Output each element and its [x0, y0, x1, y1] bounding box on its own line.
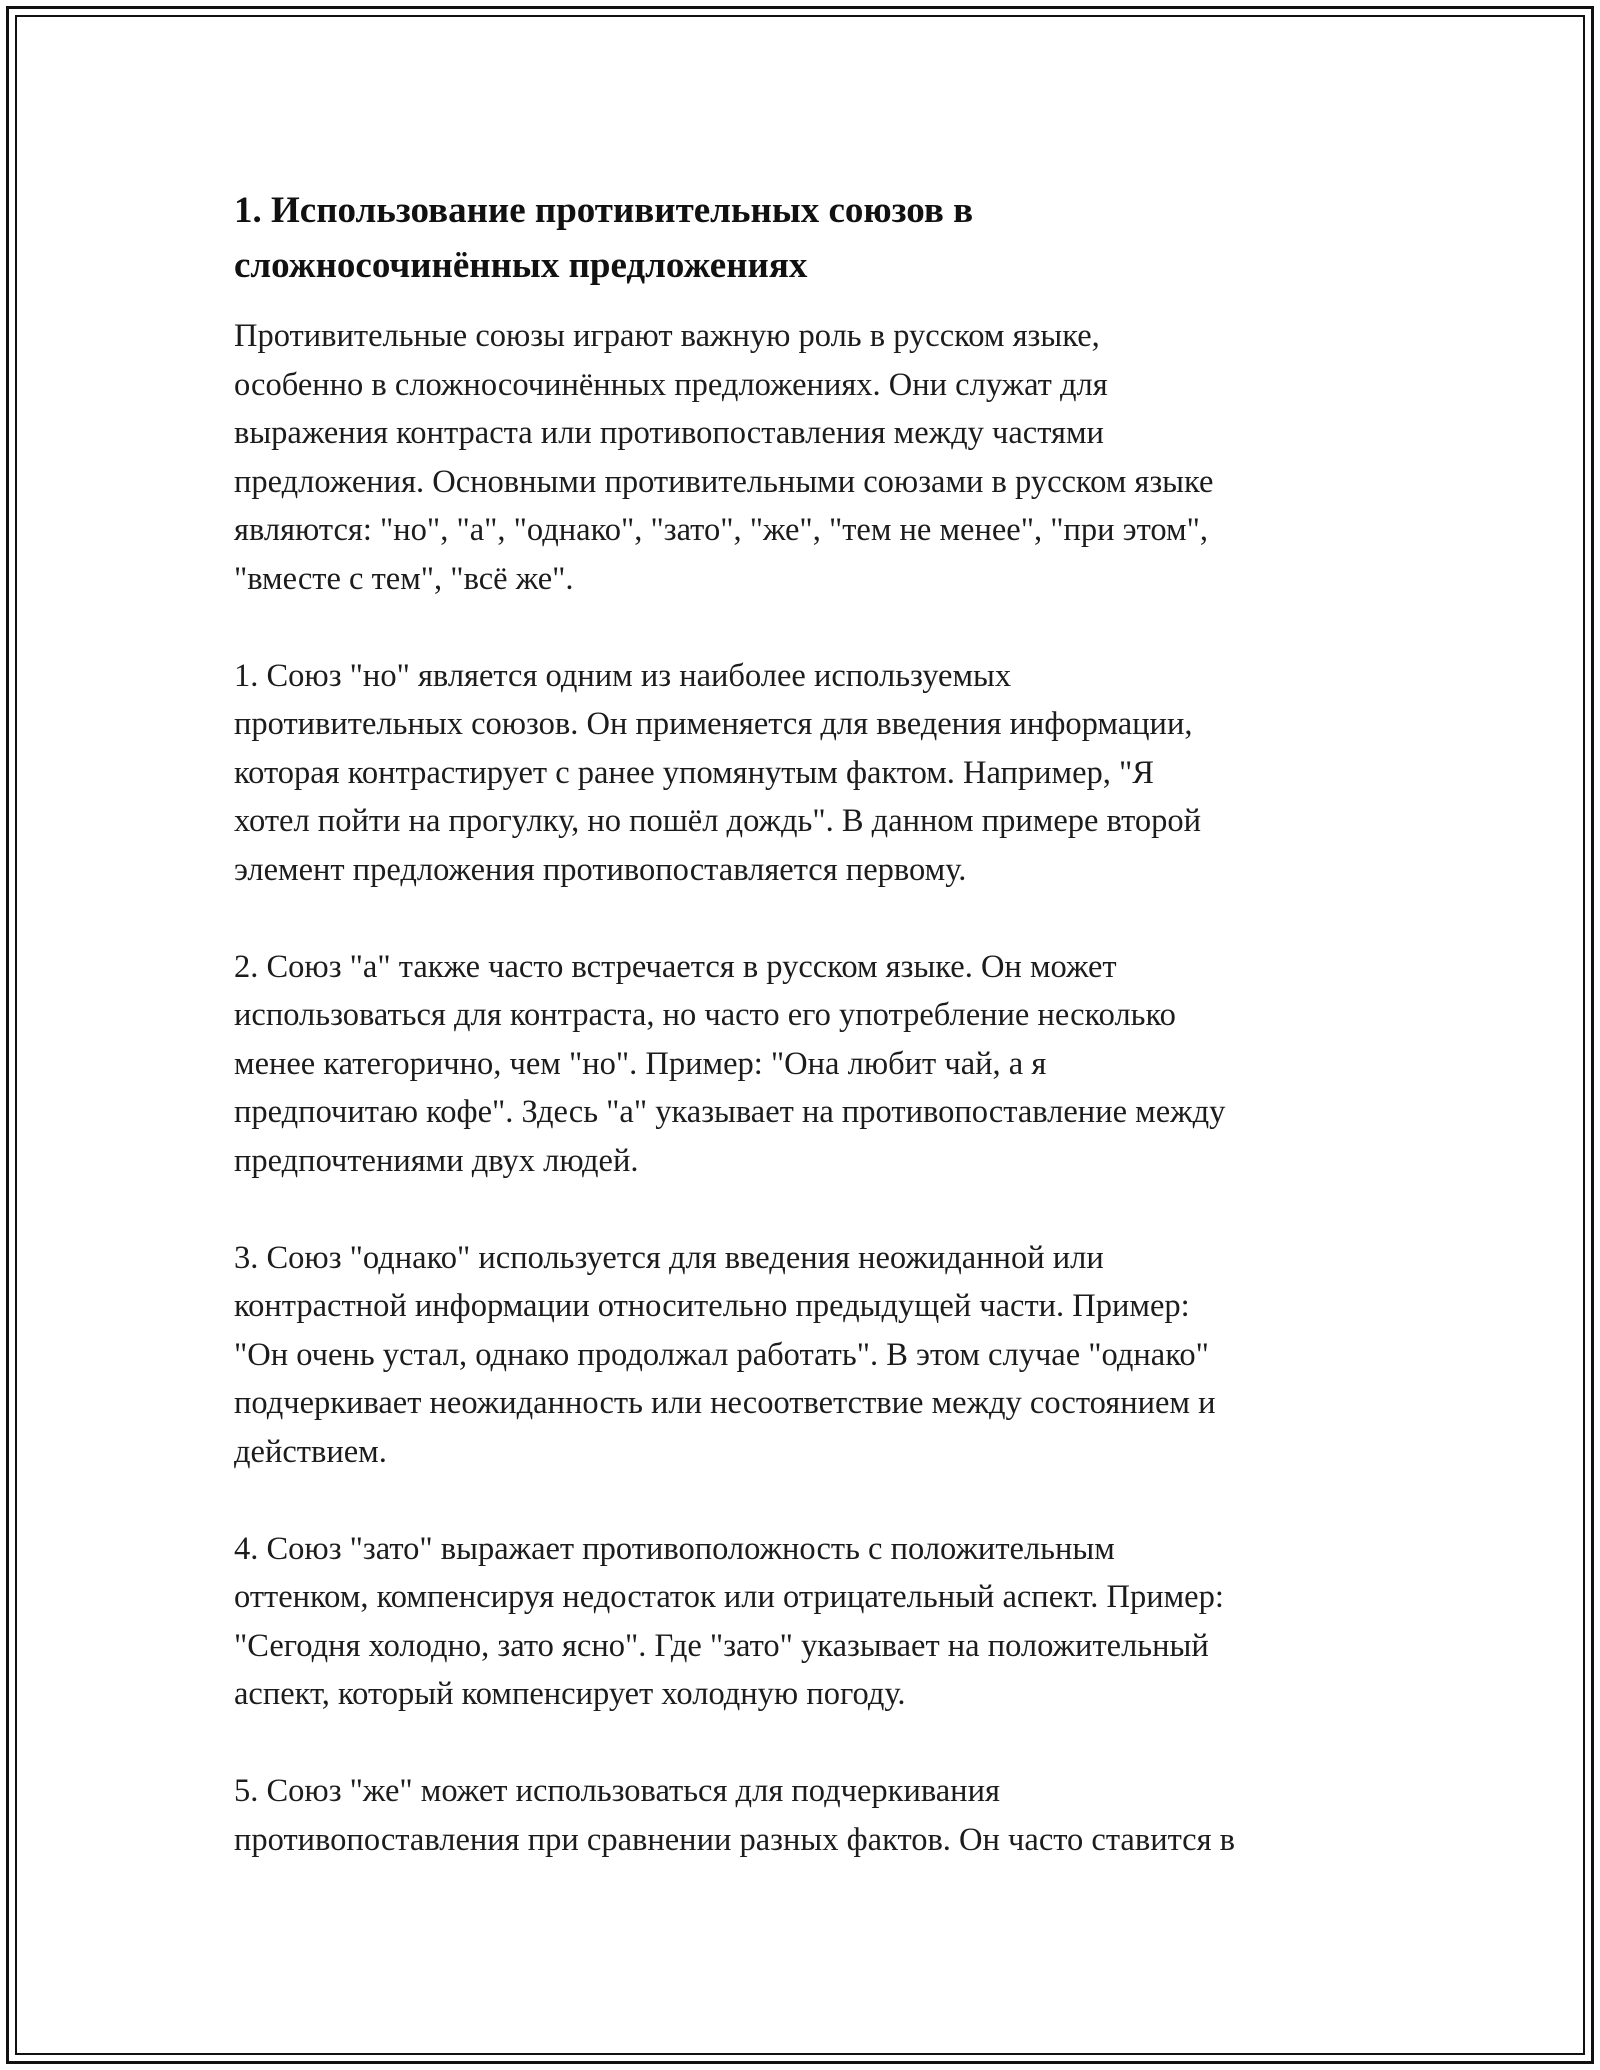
text-line: особенно в сложносочинённых предложениях. Они служат для: [234, 366, 1108, 403]
text-line: 2. Союз "а" также часто встречается в русском языке. Он может: [234, 948, 1117, 985]
text-line: использоваться для контраста, но часто его употребление несколько: [234, 997, 1176, 1033]
text-line: менее категорично, чем "но". Пример: "Она любит чай, а я: [234, 1045, 1047, 1082]
text-line: противопоставления при сравнении разных фактов. Он часто ставится в: [234, 1821, 1236, 1858]
text-line: действием.: [234, 1433, 387, 1470]
paragraph-conjunction-zato: [234, 1525, 1374, 1719]
text-line: 1. Союз "но" является одним из наиболее используемых: [234, 657, 1012, 694]
text-line: 5. Союз "же" может использоваться для подчеркивания: [234, 1773, 1000, 1809]
text-line: предложения. Основными противительными союзами в русском языке: [234, 463, 1214, 500]
text-line: предпочитаю кофе". Здесь "а" указывает на противопоставление между: [234, 1094, 1226, 1130]
text-line: контрастной информации относительно предыдущей части. Пример:: [234, 1288, 1190, 1324]
section-heading: [234, 183, 1374, 293]
text-line: аспект, который компенсирует холодную погоду.: [234, 1676, 906, 1712]
paragraph-conjunction-odnako: [234, 1234, 1374, 1477]
heading-line: сложносочинённых предложениях: [234, 245, 808, 286]
text-line: 3. Союз "однако" используется для введения неожиданной или: [234, 1239, 1104, 1276]
heading-line: 1. Использование противительных союзов в: [234, 190, 974, 231]
text-line: выражения контраста или противопоставления между частями: [234, 415, 1104, 451]
text-line: подчеркивает неожиданность или несоответствие между состоянием и: [234, 1385, 1216, 1421]
text-line: которая контрастирует с ранее упомянутым фактом. Например, "Я: [234, 754, 1154, 791]
text-line: оттенком, компенсируя недостаток или отрицательный аспект. Пример:: [234, 1579, 1224, 1615]
paragraph-intro: [234, 312, 1374, 603]
text-line: "Он очень устал, однако продолжал работать". В этом случае "однако": [234, 1336, 1209, 1373]
paragraph-conjunction-no: [234, 652, 1374, 895]
paragraph-conjunction-zhe: [234, 1767, 1374, 1864]
document-body: [234, 183, 1374, 1864]
text-line: предпочтениями двух людей.: [234, 1142, 639, 1179]
text-line: элемент предложения противопоставляется первому.: [234, 851, 967, 888]
text-line: противительных союзов. Он применяется для введения информации,: [234, 706, 1193, 742]
text-line: являются: "но", "а", "однако", "зато", "же", "тем не менее", "при этом",: [234, 512, 1208, 548]
text-line: хотел пойти на прогулку, но пошёл дождь". В данном примере второй: [234, 803, 1202, 839]
text-line: 4. Союз "зато" выражает противоположность с положительным: [234, 1530, 1115, 1567]
text-line: Противительные союзы играют важную роль в русском языке,: [234, 318, 1100, 354]
text-line: "вместе с тем", "всё же".: [234, 560, 574, 597]
text-line: "Сегодня холодно, зато ясно". Где "зато" указывает на положительный: [234, 1627, 1209, 1664]
paragraph-conjunction-a: [234, 943, 1374, 1186]
